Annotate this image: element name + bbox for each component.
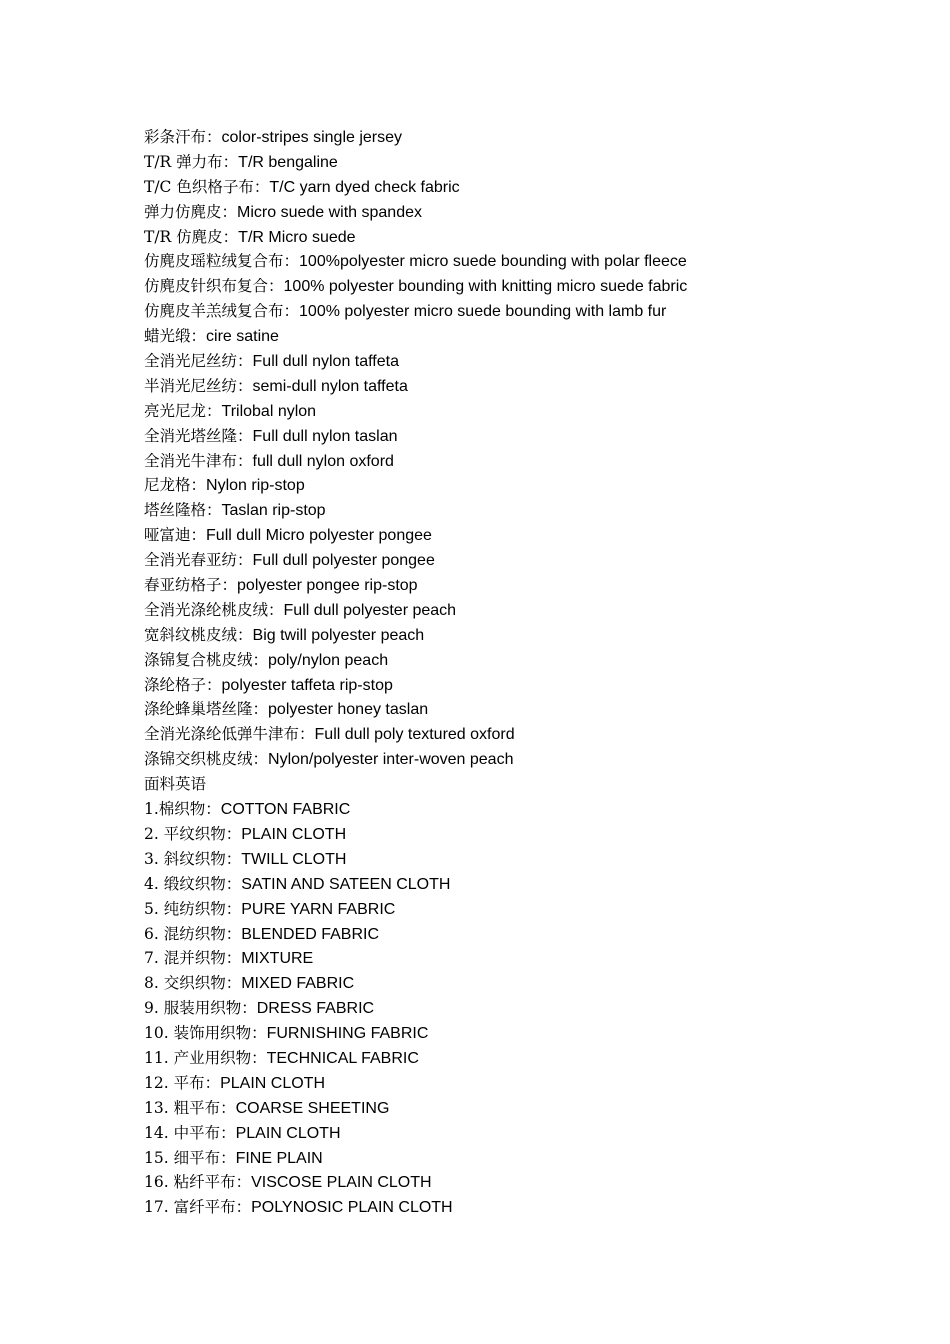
text-line <box>144 125 904 150</box>
line-chinese-term: T/C 色织格子布： <box>144 177 270 196</box>
line-chinese-term: 全消光春亚纺： <box>144 551 253 570</box>
text-line <box>144 971 904 996</box>
text-line <box>144 623 904 648</box>
text-line <box>144 548 904 573</box>
text-line <box>144 872 904 897</box>
text-line <box>144 946 904 971</box>
text-line <box>144 175 904 200</box>
line-chinese-term: 14. 中平布： <box>144 1123 236 1142</box>
line-chinese-term: 17. 富纤平布： <box>144 1198 252 1217</box>
text-line <box>144 573 904 598</box>
line-english-term: BLENDED FABRIC <box>241 925 380 943</box>
line-english-term: color-stripes single jersey <box>221 129 403 146</box>
text-line <box>144 772 904 797</box>
line-chinese-term: 全消光尼丝纺： <box>144 352 253 371</box>
text-line <box>144 996 904 1021</box>
text-line <box>144 847 904 872</box>
line-chinese-term: 尼龙格： <box>144 476 207 495</box>
line-chinese-term: 7. 混并织物： <box>144 949 242 968</box>
text-line <box>144 200 904 225</box>
line-chinese-term: 3. 斜纹织物： <box>144 849 242 868</box>
text-line <box>144 225 904 250</box>
line-chinese-term: 16. 粘纤平布： <box>144 1173 252 1192</box>
line-chinese-term: 半消光尼丝纺： <box>144 376 253 395</box>
line-chinese-term: 涤锦交织桃皮绒： <box>144 750 269 769</box>
line-english-term: POLYNOSIC PLAIN CLOTH <box>251 1199 453 1217</box>
text-line <box>144 1021 904 1046</box>
line-english-term: 100% polyester bounding with knitting micro suede fabric <box>283 278 688 296</box>
line-english-term: Full dull Micro polyester pongee <box>206 527 432 545</box>
line-chinese-term: 5. 纯纺织物： <box>144 899 242 918</box>
text-line <box>144 299 904 324</box>
line-english-term: SATIN AND SATEEN CLOTH <box>241 875 451 893</box>
line-english-term: polyester taffeta rip-stop <box>221 676 393 694</box>
line-chinese-term: 8. 交织织物： <box>144 974 242 993</box>
line-chinese-term: 春亚纺格子： <box>144 576 238 595</box>
line-english-term: Full dull nylon taslan <box>252 427 398 445</box>
text-line <box>144 697 904 722</box>
line-chinese-term: 涤纶蜂巢塔丝隆： <box>144 700 269 719</box>
line-chinese-term: T/R 弹力布： <box>144 152 239 171</box>
line-chinese-term: 12. 平布： <box>144 1073 221 1092</box>
line-english-term: Taslan rip-stop <box>221 502 326 520</box>
text-line <box>144 424 904 449</box>
line-english-term: DRESS FABRIC <box>256 1000 375 1018</box>
line-chinese-term: 宽斜纹桃皮绒： <box>144 625 253 644</box>
line-english-term: full dull nylon oxford <box>252 452 394 470</box>
line-english-term: T/R Micro suede <box>238 228 356 246</box>
line-chinese-term: 10. 装饰用织物： <box>144 1024 267 1043</box>
line-english-term: PLAIN CLOTH <box>220 1074 325 1092</box>
text-line <box>144 747 904 772</box>
line-english-term: poly/nylon peach <box>268 651 389 669</box>
document-text-body <box>144 125 904 1220</box>
line-english-term: FURNISHING FABRIC <box>266 1025 429 1043</box>
line-english-term: TECHNICAL FABRIC <box>266 1049 419 1067</box>
text-line <box>144 722 904 747</box>
line-english-term: VISCOSE PLAIN CLOTH <box>251 1174 432 1192</box>
text-line <box>144 374 904 399</box>
line-english-term: Nylon/polyester inter-woven peach <box>268 751 514 769</box>
line-english-term: 100%polyester micro suede bounding with polar fleece <box>299 253 687 271</box>
line-english-term: T/R bengaline <box>238 153 338 171</box>
line-chinese-term: 全消光塔丝隆： <box>144 426 253 445</box>
line-chinese-term: 仿麂皮瑶粒绒复合布： <box>144 252 300 271</box>
text-line <box>144 249 904 274</box>
line-chinese-term: 2. 平纹织物： <box>144 824 242 843</box>
line-chinese-term: 仿麂皮羊羔绒复合布： <box>144 302 300 321</box>
text-line <box>144 523 904 548</box>
text-line <box>144 598 904 623</box>
line-chinese-term: 涤纶格子： <box>144 675 222 694</box>
line-chinese-term: 塔丝隆格： <box>144 501 222 520</box>
line-chinese-term: T/R 仿麂皮： <box>144 227 239 246</box>
text-line <box>144 897 904 922</box>
text-line <box>144 349 904 374</box>
line-english-term: PURE YARN FABRIC <box>241 900 396 918</box>
text-line <box>144 1071 904 1096</box>
text-line <box>144 648 904 673</box>
text-line <box>144 324 904 349</box>
line-english-term: MIXED FABRIC <box>241 975 355 993</box>
line-chinese-term: 彩条汗布： <box>144 128 222 146</box>
line-chinese-term: 4. 缎纹织物： <box>144 874 242 893</box>
line-english-term: COARSE SHEETING <box>235 1099 390 1117</box>
text-line <box>144 1096 904 1121</box>
line-chinese-term: 面料英语 <box>144 775 207 794</box>
line-chinese-term: 蜡光缎： <box>144 327 207 346</box>
line-english-term: cire satine <box>206 328 279 346</box>
text-line <box>144 449 904 474</box>
line-chinese-term: 13. 粗平布： <box>144 1098 236 1117</box>
text-line <box>144 1121 904 1146</box>
line-english-term: Nylon rip-stop <box>206 477 305 495</box>
text-line <box>144 274 904 299</box>
line-chinese-term: 11. 产业用织物： <box>144 1048 267 1067</box>
line-chinese-term: 全消光涤纶低弹牛津布： <box>144 725 315 744</box>
line-chinese-term: 涤锦复合桃皮绒： <box>144 650 269 669</box>
text-line <box>144 498 904 523</box>
line-english-term: Micro suede with spandex <box>237 203 422 221</box>
line-english-term: Full dull polyester peach <box>283 601 457 619</box>
text-line <box>144 473 904 498</box>
line-english-term: T/C yarn dyed check fabric <box>269 178 460 196</box>
line-chinese-term: 哑富迪： <box>144 526 207 545</box>
line-english-term: PLAIN CLOTH <box>241 825 347 843</box>
line-english-term: Full dull nylon taffeta <box>252 353 399 371</box>
text-line <box>144 922 904 947</box>
text-line <box>144 797 904 822</box>
line-english-term: COTTON FABRIC <box>220 801 351 819</box>
line-chinese-term: 全消光涤纶桃皮绒： <box>144 600 284 619</box>
line-chinese-term: 9. 服装用织物： <box>144 999 257 1018</box>
line-english-term: polyester honey taslan <box>268 701 429 719</box>
line-chinese-term: 6. 混纺织物： <box>144 924 242 943</box>
line-chinese-term: 亮光尼龙： <box>144 401 222 420</box>
line-english-term: PLAIN CLOTH <box>235 1124 341 1142</box>
line-english-term: Trilobal nylon <box>221 402 317 420</box>
text-line <box>144 1146 904 1171</box>
line-chinese-term: 15. 细平布： <box>144 1148 236 1167</box>
line-chinese-term: 全消光牛津布： <box>144 451 253 470</box>
line-english-term: MIXTURE <box>241 950 314 968</box>
text-line <box>144 399 904 424</box>
text-line <box>144 673 904 698</box>
text-line <box>144 150 904 175</box>
text-line <box>144 1046 904 1071</box>
line-english-term: polyester pongee rip-stop <box>237 577 418 595</box>
line-chinese-term: 1.棉织物： <box>144 800 221 819</box>
line-english-term: FINE PLAIN <box>235 1149 323 1167</box>
line-english-term: Full dull polyester pongee <box>252 552 435 570</box>
text-line <box>144 1170 904 1195</box>
line-chinese-term: 弹力仿麂皮： <box>144 202 238 221</box>
line-english-term: Big twill polyester peach <box>252 626 425 644</box>
line-english-term: Full dull poly textured oxford <box>314 726 515 744</box>
line-chinese-term: 仿麂皮针织布复合： <box>144 277 284 296</box>
line-english-term: semi-dull nylon taffeta <box>252 377 408 395</box>
line-english-term: 100% polyester micro suede bounding with lamb fur <box>299 303 667 321</box>
line-english-term: TWILL CLOTH <box>241 850 347 868</box>
text-line <box>144 1195 904 1220</box>
text-line <box>144 822 904 847</box>
